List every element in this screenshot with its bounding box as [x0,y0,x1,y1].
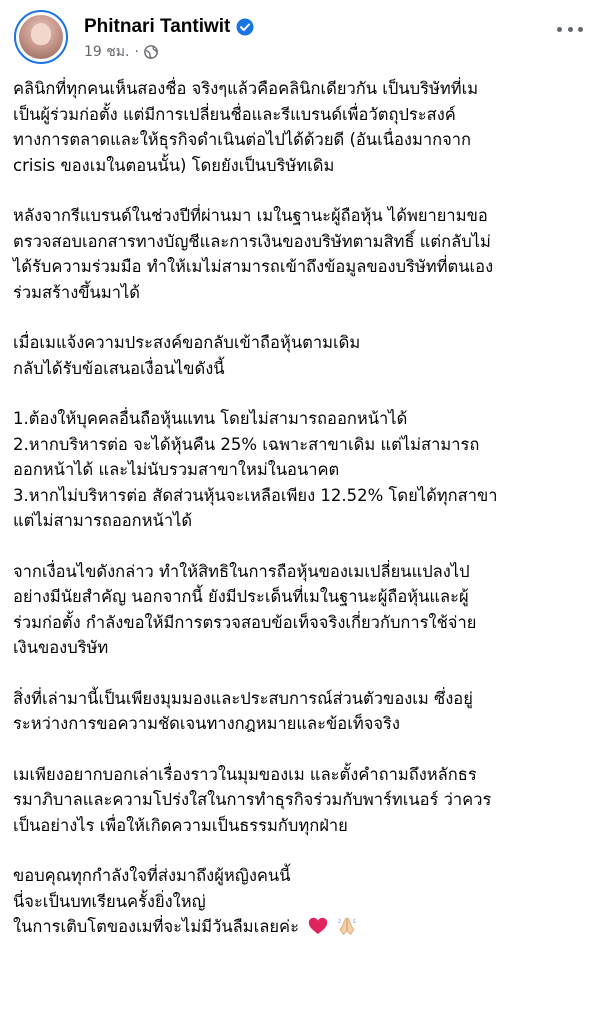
post-line: ได้รับความร่วมมือ ทำให้เมไม่สามารถเข้าถึงข้อมูลของบริษัทที่ตนเอง [13,257,494,276]
post-line: หลังจากรีแบรนด์ในช่วงปีที่ผ่านมา เมในฐานะผู้ถือหุ้น ได้พยายามขอ [13,206,488,225]
post-line: 3.หากไม่บริหารต่อ สัดส่วนหุ้นจะเหลือเพียง 12.52% โดยได้ทุกสาขา [13,485,498,505]
post-line: นี่จะเป็นบทเรียนครั้งยิ่งใหญ่ [13,891,206,911]
paragraph-governance [13,762,593,839]
paragraph-rebrand [13,203,593,305]
more-dot [578,27,583,32]
post-meta [84,42,158,62]
praying-hands-icon [337,916,357,936]
post-line: จากเงื่อนไขดังกล่าว ทำให้สิทธิในการถือหุ้นของเมเปลี่ยนแปลงไป [13,561,470,581]
post-line: คลินิกที่ทุกคนเห็นสองชื่อ จริงๆแล้วคือคลินิกเดียวกัน เป็นบริษัทที่เม [13,79,479,98]
post-line: กลับได้รับข้อเสนอเงื่อนไขดังนี้ [13,358,225,378]
post-line: รมาภิบาลและความโปร่งใสในการทำธุรกิจร่วมกับพาร์ทเนอร์ ว่าควร [13,790,492,809]
author-row [84,14,254,40]
author-name[interactable]: Phitnari Tantiwit [84,16,231,37]
paragraph-consequence [13,559,593,661]
verified-badge-icon [236,18,254,36]
profile-photo [19,15,63,59]
globe-icon[interactable] [144,45,158,59]
paragraph-request [13,330,593,381]
post-line: ระหว่างการขอความชัดเจนทางกฎหมายและข้อเท็จจริง [13,714,400,733]
post-line: crisis ของเมในตอนนั้น) โดยยังเป็นบริษัทเดิม [13,155,335,175]
post-line: เป็นอย่างไร เพื่อให้เกิดความเป็นธรรมกับทุกฝ่าย [13,815,348,835]
post-line: ขอบคุณทุกกำลังใจที่ส่งมาถึงผู้หญิงคนนี้ [13,866,291,885]
post-line: ตรวจสอบเอกสารทางบัญชีและการเงินของบริษัทตามสิทธิ์ แต่กลับไม่ [13,231,491,251]
post-line: อย่างมีนัยสำคัญ นอกจากนี้ ยังมีประเด็นที่เมในฐานะผู้ถือหุ้นและผู้ [13,587,469,606]
paragraph-perspective [13,686,593,737]
post-line: เมื่อเมแจ้งความประสงค์ขอกลับเข้าถือหุ้นตามเดิม [13,333,361,352]
post-line: เงินของบริษัท [13,638,109,657]
post-line: ร่วมสร้างขึ้นมาได้ [13,282,140,302]
post-line-final [13,914,593,940]
post-header [14,10,589,68]
post-line: สิ่งที่เล่ามานี้เป็นเพียงมุมมองและประสบการณ์ส่วนตัวของเม ซึ่งอยู่ [13,688,473,708]
post-line: เป็นผู้ร่วมก่อตั้ง แต่มีการเปลี่ยนชื่อและรีแบรนด์เพื่อวัตถุประสงค์ [13,104,456,124]
paragraph-conditions [13,406,593,534]
more-dot [568,27,573,32]
paragraph-thanks [13,863,593,940]
post-line: 1.ต้องให้บุคคลอื่นถือหุ้นแทน โดยไม่สามารถออกหน้าได้ [13,409,408,428]
post-line: ร่วมก่อตั้ง กำลังขอให้มีการตรวจสอบข้อเท็จจริงเกี่ยวกับการใช้จ่าย [13,612,477,632]
meta-separator: · [134,44,139,60]
avatar[interactable] [14,10,68,64]
post-line: แต่ไม่สามารถออกหน้าได้ [13,511,193,530]
post-line-text: ในการเติบโตของเมที่จะไม่มีวันลืมเลยค่ะ [13,917,299,936]
post-body [13,76,593,965]
more-options-icon[interactable] [557,22,583,36]
post-line: 2.หากบริหารต่อ จะได้หุ้นคืน 25% เฉพาะสาขาเดิม แต่ไม่สามารถ [13,434,480,454]
post-line: เมเพียงอยากบอกเล่าเรื่องราวในมุมของเม และตั้งคำถามถึงหลักธร [13,764,477,784]
post-line: ทางการตลาดและให้ธุรกิจดำเนินต่อไปได้ด้วยดี (อันเนื่องมากจาก [13,130,472,149]
post-line: ออกหน้าได้ และไม่นับรวมสาขาใหม่ในอนาคต [13,460,340,479]
heart-icon [308,917,328,935]
paragraph-intro [13,76,593,178]
post-timestamp[interactable]: 19 ชม. [84,44,130,60]
more-dot [557,27,562,32]
